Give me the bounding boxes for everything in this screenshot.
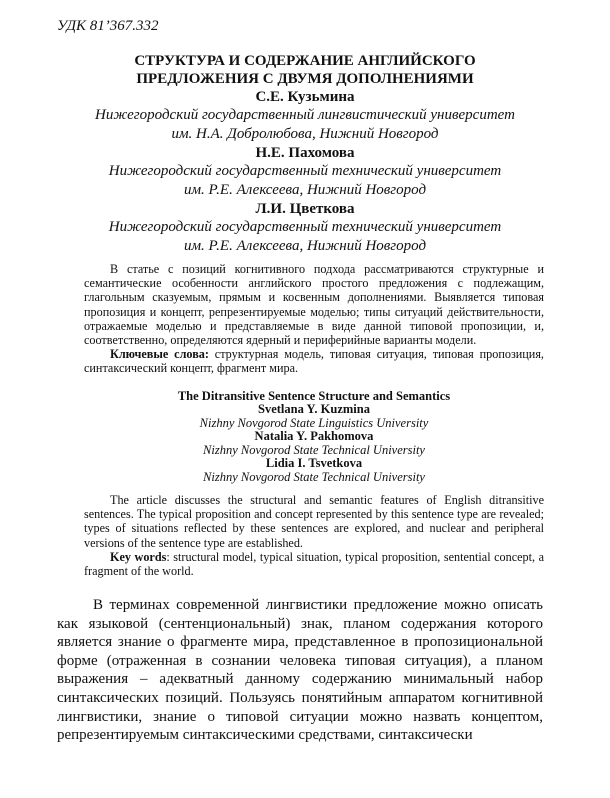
author-name: С.Е. Кузьмина (255, 89, 355, 105)
author-name: Svetlana Y. Kuzmina (258, 402, 370, 416)
keywords-paragraph (84, 550, 544, 578)
main-body-text (57, 596, 543, 745)
title-line-1: СТРУКТУРА И СОДЕРЖАНИЕ АНГЛИЙСКОГО (134, 53, 476, 69)
abstract-text: The article discusses the structural and semantic features of English ditransitive sentences. The typical proposition and concept represented by this sentence type are revealed; types of situations reflected by these sentences are explored, and nuclear and peripheral versions of the sentence type are established. (84, 493, 544, 550)
author-name: Lidia I. Tsvetkova (265, 456, 363, 470)
keywords-label: Ключевые слова: (110, 347, 209, 362)
keywords-label: Key words (110, 549, 167, 564)
affiliation-line: Нижегородский государственный технический университет (108, 219, 502, 235)
body-paragraph: В терминах современной лингвистики предложение можно описать как языковой (сентенциональный) знак, планом содержания которого является знание о фрагменте мира, представленное в пропозициональной форме (отраженная в сознании человека типовая ситуация), а планом выражения – адекватный данному содержанию минимальный набор синтаксических позиций. Пользуясь понятийным аппаратом когнитивной лингвистики, знание о типовой ситуации можно назвать концептом, репрезентируемым синтаксическими средствами, синтаксически (57, 597, 543, 744)
english-abstract (84, 493, 544, 578)
author-name: Natalia Y. Pakhomova (254, 429, 374, 443)
affiliation-line: Нижегородский государственный технический университет (108, 163, 502, 179)
keywords-text: : structural model, typical situation, typical proposition, sentential concept, a fragment of the world. (84, 549, 544, 579)
author-name: Н.Е. Пахомова (255, 145, 355, 161)
author-affiliation (57, 106, 553, 143)
english-header (84, 389, 544, 484)
russian-abstract (84, 262, 544, 376)
affiliation-line: им. Р.Е. Алексеева, Нижний Новгород (183, 237, 427, 254)
keywords-text: структурная модель, типовая ситуация, типовая пропозиция, синтаксический концепт, фрагмент мира. (84, 347, 544, 376)
udc-code: УДК 81’367.332 (57, 18, 159, 34)
title-line-2: ПРЕДЛОЖЕНИЯ С ДВУМЯ ДОПОЛНЕНИЯМИ (136, 71, 474, 87)
affiliation-line: Нижегородский государственный лингвистический университет (95, 107, 515, 123)
affiliation-line: им. Н.А. Добролюбова, Нижний Новгород (171, 125, 439, 142)
author-name: Л.И. Цветкова (255, 201, 355, 217)
keywords-paragraph (84, 347, 544, 375)
author-affiliation: Nizhny Novgorod State Technical University (203, 442, 425, 457)
affiliation-line: им. Р.Е. Алексеева, Нижний Новгород (183, 181, 427, 198)
abstract-text: В статье с позиций когнитивного подхода рассматриваются структурные и семантические особенности английского простого предложения с подлежащим, глагольным сказуемым, прямым и косвенным дополнениями. Выявляется типовая пропозиция и концепт, репрезентируемые моделью; типы ситуаций действительности, отражаемые моделью и представляемые в виде данной типовой пропозиции, и, соответственно, определяются ядерный и периферийные варианты модели. (84, 262, 544, 348)
author-affiliation (57, 218, 553, 255)
russian-header (57, 52, 553, 256)
author-affiliation: Nizhny Novgorod State Technical University (203, 469, 425, 484)
author-affiliation: Nizhny Novgorod State Linguistics University (199, 415, 429, 430)
author-affiliation (57, 162, 553, 199)
english-title: The Ditransitive Sentence Structure and Semantics (177, 389, 451, 403)
